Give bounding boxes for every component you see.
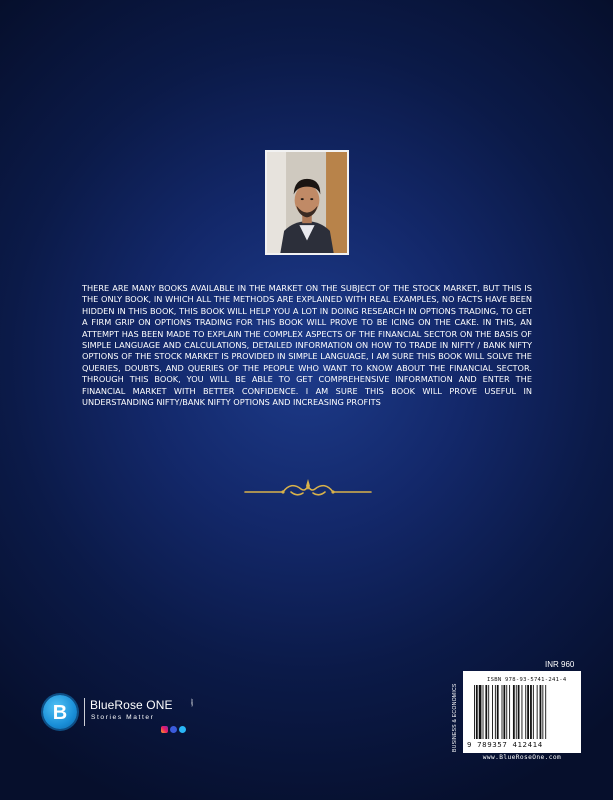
publisher-name-suffix: .com	[190, 698, 194, 707]
barcode-bar	[525, 685, 526, 739]
publisher-website: www.BlueRoseOne.com	[482, 754, 562, 761]
barcode-bar	[502, 685, 503, 739]
twitter-icon[interactable]	[179, 726, 186, 733]
barcode-bar	[476, 685, 478, 739]
instagram-icon[interactable]	[161, 726, 168, 733]
social-icons	[161, 726, 186, 734]
barcode-bar	[488, 685, 489, 739]
barcode-bar	[474, 685, 475, 739]
logo-divider	[84, 698, 85, 726]
isbn-digits: 9 789357 412414	[467, 740, 543, 749]
barcode-bar	[537, 685, 538, 739]
isbn-barcode	[463, 671, 581, 753]
barcode-bar	[513, 685, 515, 739]
barcode-bar	[509, 685, 510, 739]
publisher-name: BlueRose ONE	[90, 698, 173, 712]
isbn-label: ISBN 978-93-5741-241-4	[487, 677, 567, 683]
barcode-bar	[522, 685, 523, 739]
barcode-bar	[485, 685, 487, 739]
back-cover-blurb: THERE ARE MANY BOOKS AVAILABLE IN THE MARKET ON THE SUBJECT OF THE STOCK MARKET, BUT THIS IS THE ONLY BOOK, IN WHICH ALL THE METHODS ARE EXPLAINED WITH REAL EXAMPLES, NO FACTS HAVE BEEN HIDDEN IN THIS BOOK, THIS BOOK WILL HELP YOU A LOT IN DOING RESEARCH IN OPTIONS TRADING, TO GET A FIRM GRIP ON OPTIONS TRADING FOR THIS BOOK WILL PROVE TO BE ICING ON THE CAKE. IN THIS, AN ATTEMPT HAS BEEN MADE TO EXPLAIN THE COMPLEX ASPECTS OF THE FINANCIAL SECTOR ON THE BASIS OF SIMPLE LANGUAGE AND CALCULATIONS, DETAILED INFORMATION ON HOW TO TRADE IN NIFTY / BANK NIFTY OPTIONS OF THE STOCK MARKET IS PROVIDED IN SIMPLE LANGUAGE, I AM SURE THIS BOOK WILL SOLVE THE QUERIES, DOUBTS, AND QUERIES OF THE PEOPLE WHO WANT TO KNOW ABOUT THE FINANCIAL SECTOR. THROUGH THIS BOOK, YOU WILL BE ABLE TO GET COMPREHENSIVE INFORMATION AND ENTER THE FINANCIAL MARKET WITH BETTER CONFIDENCE. I AM SURE THIS BOOK WILL PROVE USEFUL IN UNDERSTANDING NIFTY/BANK NIFTY OPTIONS AND INCREASING PROFITS	[82, 283, 532, 408]
barcode-bar	[540, 685, 542, 739]
gold-flourish-ornament	[243, 477, 373, 499]
barcode-bars	[473, 685, 573, 739]
barcode-bar	[533, 685, 534, 739]
barcode-bar	[506, 685, 507, 739]
publisher-logo	[43, 695, 213, 737]
barcode-bar	[479, 685, 482, 739]
facebook-icon[interactable]	[170, 726, 177, 733]
barcode-bar	[545, 685, 546, 739]
barcode-bar	[530, 685, 532, 739]
logo-letter: B	[52, 702, 68, 724]
barcode-bar	[495, 685, 496, 739]
barcode-bar	[542, 685, 543, 739]
barcode-bar	[503, 685, 505, 739]
author-photo	[265, 150, 349, 255]
barcode-bar	[516, 685, 517, 739]
barcode-bar	[518, 685, 520, 739]
barcode-bar	[492, 685, 493, 739]
category-label: BUSINESS & ECONOMICS	[452, 683, 458, 752]
publisher-tagline: Stories Matter	[91, 714, 155, 721]
blue-rose-logo-icon	[43, 695, 77, 729]
barcode-bar	[527, 685, 529, 739]
barcode-bar	[483, 685, 484, 739]
price-label: INR 960	[545, 660, 575, 669]
barcode-bar	[497, 685, 499, 739]
